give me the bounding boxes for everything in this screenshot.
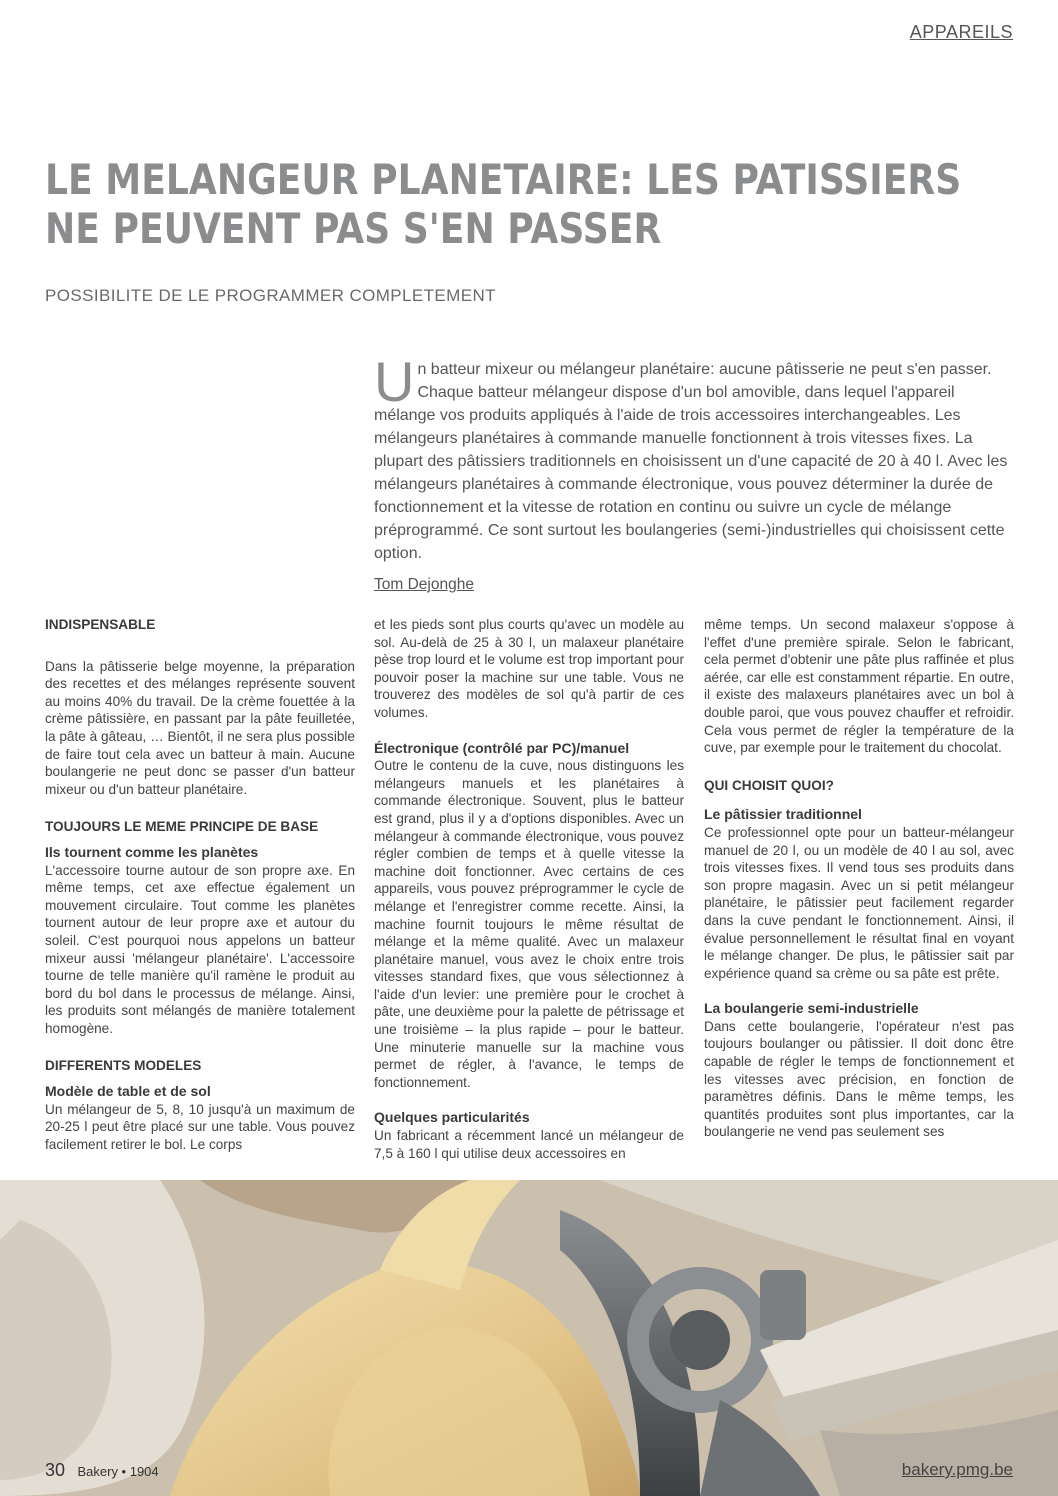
website-link[interactable]: bakery.pmg.be: [901, 1460, 1013, 1479]
heading-indispensable: INDISPENSABLE: [45, 617, 156, 632]
heading-principe: TOUJOURS LE MEME PRINCIPE DE BASE: [45, 819, 319, 835]
article-subtitle: POSSIBILITE DE LE PROGRAMMER COMPLETEMENT: [45, 286, 496, 305]
column-2: [374, 616, 684, 1162]
subheading-planetes: Ils tournent comme les planètes: [45, 843, 259, 860]
subheading-particularites: Quelques particularités: [374, 1109, 530, 1126]
title-line-1: LE MELANGEUR PLANETAIRE: LES PATISSIERS: [45, 155, 962, 204]
subheading-electronique: Électronique (contrôlé par PC)/manuel: [374, 739, 630, 756]
subheading-traditionnel: Le pâtissier traditionnel: [704, 806, 862, 823]
subheading-semi-industrielle: La boulangerie semi-industrielle: [704, 1000, 919, 1017]
paragraph-semi-industrielle: Dans cette boulangerie, l'opérateur n'est pas toujours boulanger ou pâtissier. Il doit donc être capable de régler le temps de fonctionnement et les vitesses avec précision, en fonction de paramètres définis. Dans le même temps, les quantités produites sont plus importantes, car la boulangerie ne vend pas seulement ses: [704, 1018, 1014, 1140]
heading-modeles: DIFFERENTS MODELES: [45, 1058, 202, 1074]
heading-qui-choisit: QUI CHOISIT QUOI?: [704, 777, 834, 793]
photo-illustration: [0, 1180, 1058, 1496]
paragraph-traditionnel: Ce professionnel opte pour un batteur-mélangeur manuel de 20 l, ou un modèle de 40 l au sol, avec trois vitesses fixes. Il vend tous ses produits dans son propre magasin. Avec un si petit mélangeur planétaire, le pâtissier peut facilement regarder dans la cuve pendant le fonctionnement. Ainsi, il évalue personnellement le résultat final en voyant le mélange changer. De plus, le pâtissier sait par expérience quand sa crème ou sa pâte est prête.: [704, 824, 1014, 981]
paragraph-electronique: Outre le contenu de la cuve, nous distinguons les mélangeurs manuels et les planétaires à commande électronique. Souvent, plus le batteur est grand, plus il y a d'options disponibles. Avec un mélangeur à commande électronique, vous pouvez régler combien de temps et à quelle vitesse la machine doit fonctionner. Avec certains de ces appareils, vous pouvez préprogrammer le cycle de mélange et l'enregistrer comme recette. Ainsi, la machine fournit toujours le même résultat de mélange et la même qualité. Avec un malaxeur planétaire manuel, vous avez le choix entre trois vitesses standard fixes, que vous sélectionnez à l'aide d'un levier: une première pour le crochet à pâte, une deuxième pour la palette de pétrissage et une troisième – la plus rapide – pour le batteur. Une minuterie manuelle sur la machine vous permet de régler, à l'avance, le temps de fonctionnement.: [374, 758, 684, 1090]
paragraph-particularites-cont: même temps. Un second malaxeur s'oppose à l'effet d'une première spirale. Selon le fabricant, cela permet d'obtenir une pâte plus raffinée et plus aérée, car elle est constamment répartie. En outre, il existe des malaxeurs planétaires avec un bol à double paroi, que vous pouvez chauffer et refroidir. Cela vous permet de régler la température de la cuve, par exemple pour le traitement du chocolat.: [704, 617, 1014, 756]
drop-cap: U: [374, 350, 415, 413]
paragraph-indispensable: Dans la pâtisserie belge moyenne, la préparation des recettes et des mélanges représente souvent au moins 40% du travail. De la crème fouettée à la crème pâtissière, en passant par la pâte feuilletée, la pâte à gâteau, … Bientôt, il ne sera plus possible de faire tout cela avec un batteur à main. Aucune boulangerie ne peut donc se passer d'un batteur mixeur ou d'un batteur planétaire.: [45, 658, 355, 797]
paragraph-modeles-cont: et les pieds sont plus courts qu'avec un modèle au sol. Au-delà de 25 à 30 l, un malaxeur planétaire pèse trop lourd et le volume est trop important pour pouvoir poser la machine sur une table. Vous ne trouverez des modèles de sol qu'à partir de ces volumes.: [374, 617, 684, 720]
paragraph-planetes: L'accessoire tourne autour de son propre axe. En même temps, cet axe effectue également un mouvement circulaire. Tout comme les planètes tournent autour de leur propre axe et autour du soleil. C'est pourquoi nous appelons un batteur mixeur aussi 'mélangeur planétaire'. L'accessoire tourne de telle manière qu'il ramène le produit au bord du bol dans le processus de mélange. Ainsi, les produits sont mélangés de manière totalement homogène.: [45, 862, 355, 1036]
paragraph-particularites: Un fabricant a récemment lancé un mélangeur de 7,5 à 160 l qui utilise deux accessoires en: [374, 1128, 684, 1161]
footer-left: [45, 1460, 159, 1481]
column-3: [704, 616, 1014, 1141]
page-number: 30: [45, 1460, 66, 1480]
mixer-dough-photo: [0, 1180, 1058, 1496]
column-1: [45, 616, 355, 1153]
article-title: [45, 155, 962, 253]
section-tag: APPAREILS: [909, 22, 1013, 42]
paragraph-table-sol: Un mélangeur de 5, 8, 10 jusqu'à un maximum de 20-25 l peut être placé sur une table. Vous pouvez facilement retirer le bol. Le corps: [45, 1101, 355, 1152]
magazine-issue: Bakery • 1904: [77, 1464, 159, 1479]
intro-text: n batteur mixeur ou mélangeur planétaire: aucune pâtisserie ne peut s'en passer. Chaque batteur mélangeur dispose d'un bol amovible, dans lequel l'appareil mélange vos produits appliqués à l'aide de trois accessoires interchangeables. Les mélangeurs planétaires à commande manuelle fonctionnent à trois vitesses fixes. La plupart des pâtissiers traditionnels en choisissent un d'une capacité de 20 à 40 l. Avec les mélangeurs planétaires à commande électronique, vous pouvez déterminer la durée de fonctionnement et la vitesse de rotation en continu ou suivre un cycle de mélange préprogrammé. Ce sont surtout les boulangeries (semi-)industrielles qui choisissent cette option.: [374, 361, 1008, 562]
author-byline: Tom Dejonghe: [374, 576, 474, 593]
intro-paragraph: [374, 350, 1014, 565]
subheading-table-sol: Modèle de table et de sol: [45, 1083, 211, 1100]
title-line-2: NE PEUVENT PAS S'EN PASSER: [45, 204, 662, 253]
